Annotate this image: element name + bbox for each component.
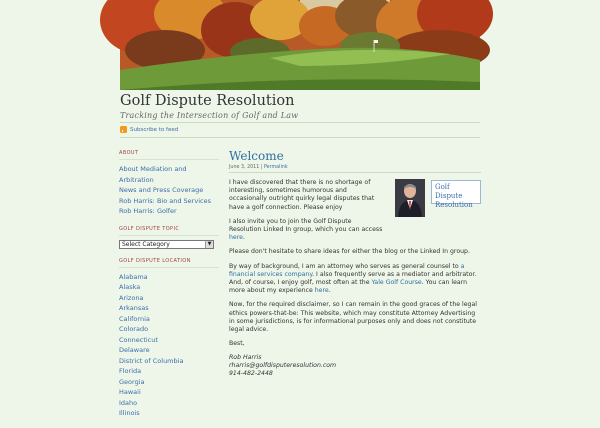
sidebar-about-list — [119, 164, 219, 217]
sidebar-topic-section — [119, 226, 219, 249]
subscribe-feed-link[interactable] — [120, 126, 178, 133]
paragraph-4 — [229, 263, 481, 296]
linkedin-group-link[interactable]: here — [229, 234, 243, 242]
site-tagline: Tracking the Intersection of Golf and Law — [120, 111, 299, 120]
paragraph-3: Please don't hesitate to share ideas for either the blog or the Linked In group. — [229, 248, 470, 256]
location-item[interactable]: Hawaii — [119, 388, 141, 396]
sidebar-location-section — [119, 258, 219, 419]
header-divider — [120, 122, 480, 123]
location-item[interactable]: Alabama — [119, 272, 148, 281]
yale-golf-course-link[interactable]: Yale Golf Course — [371, 279, 422, 287]
category-select-value: Select Category — [122, 240, 170, 248]
post-meta — [229, 165, 481, 173]
location-item[interactable]: Idaho — [119, 398, 138, 407]
location-item[interactable]: Arizona — [119, 293, 144, 302]
sidebar-about-heading: ABOUT — [119, 150, 219, 160]
signature-phone: 914-482-2448 — [229, 369, 273, 377]
chevron-down-icon[interactable]: ▼ — [205, 241, 213, 248]
location-item[interactable]: Connecticut — [119, 335, 158, 344]
location-item[interactable]: California — [119, 314, 150, 323]
permalink-link[interactable]: Permalink — [263, 165, 288, 170]
sidebar-about-item[interactable]: Rob Harris: Golfer — [119, 207, 177, 215]
rss-icon — [120, 126, 127, 133]
post-title[interactable]: Welcome — [229, 149, 284, 163]
post-date: June 3, 2011 | — [229, 165, 263, 170]
paragraph-4-end: . — [328, 287, 331, 295]
paragraph-4-text-3: . You can learn more about my experience — [229, 279, 468, 295]
subscribe-feed-label[interactable]: Subscribe to feed — [130, 126, 179, 133]
site-title[interactable]: Golf Dispute Resolution — [120, 93, 295, 109]
sidebar-about-section — [119, 150, 219, 217]
paragraph-4-text: By way of background, I am an attorney who serves as general counsel to — [229, 262, 461, 270]
paragraph-2 — [229, 218, 384, 243]
sidebar-location-heading: GOLF DISPUTE LOCATION — [119, 258, 219, 268]
location-item[interactable]: Georgia — [119, 377, 145, 386]
signature-block — [229, 354, 481, 377]
paragraph-4-text-2: . I also frequently serve as a mediator and arbitrator. And, of course, I enjoy golf, most often at the — [229, 270, 477, 287]
financial-services-link[interactable]: a financial services company — [229, 262, 465, 278]
intro-wrap — [229, 179, 481, 242]
category-select[interactable] — [119, 240, 214, 249]
location-item[interactable]: Florida — [119, 367, 142, 375]
paragraph-2-text: I also invite you to join the Golf Dispute Resolution Linked In group, which you can access — [229, 217, 383, 234]
author-photo — [395, 179, 425, 217]
location-item[interactable]: Alaska — [119, 283, 141, 291]
sidebar-about-item[interactable]: Rob Harris: Bio and Services — [119, 196, 211, 205]
paragraph-6: Best, — [229, 340, 245, 348]
location-item[interactable]: District of Columbia — [119, 356, 184, 365]
paragraph-5: Now, for the required disclaimer, so I can remain in the good graces of the legal ethics powers-that-be: This website, which may constitute Attorney Advertising in some jurisdictions, is for informational purposes only and does not constitute legal advice. — [229, 301, 478, 334]
experience-link[interactable]: here — [314, 287, 329, 295]
signature-email: rharris@golfdisputeresolution.com — [229, 362, 337, 370]
feed-divider — [120, 137, 480, 138]
header-banner-image — [120, 0, 480, 90]
location-item[interactable]: Colorado — [119, 325, 149, 333]
location-item[interactable]: Arkansas — [119, 304, 149, 312]
sidebar-location-list — [119, 272, 219, 419]
sidebar — [119, 150, 219, 428]
signature-name: Rob Harris — [229, 354, 262, 362]
location-item[interactable]: Delaware — [119, 346, 150, 354]
post-body — [229, 179, 481, 377]
sidebar-topic-heading: GOLF DISPUTE TOPIC — [119, 226, 219, 236]
sidebar-about-item[interactable]: About Mediation and Arbitration — [119, 165, 187, 184]
site-logo: Golf Dispute Resolution — [431, 180, 481, 204]
sidebar-about-item[interactable]: News and Press Coverage — [119, 186, 204, 194]
paragraph-1: I have discovered that there is no shortage of interesting, sometimes humorous and occasionally outright quirky legal disputes that have a golf connection. Please enjoy — [229, 179, 375, 211]
paragraph-2-end: . — [242, 234, 245, 242]
location-item[interactable]: Illinois — [119, 409, 140, 417]
main-content — [229, 149, 481, 377]
